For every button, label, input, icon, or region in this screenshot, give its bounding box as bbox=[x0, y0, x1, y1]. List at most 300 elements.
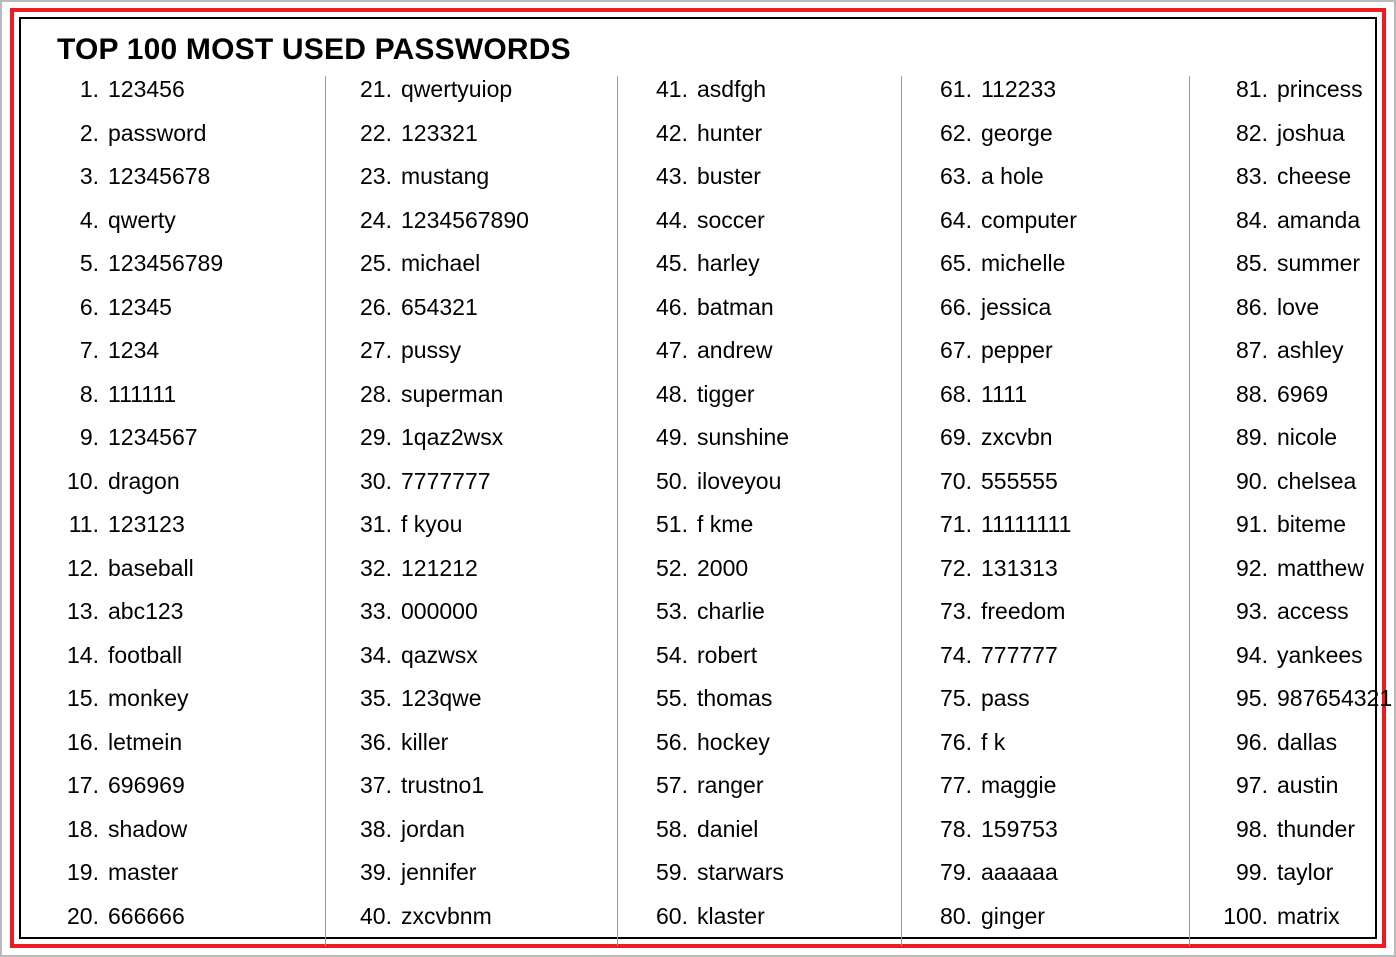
password-text: 123456 bbox=[108, 76, 185, 102]
rank-number: 88. bbox=[1236, 380, 1268, 407]
rank-number: 7. bbox=[79, 337, 99, 363]
list-item bbox=[644, 598, 901, 642]
list-item bbox=[55, 729, 325, 773]
list-item bbox=[55, 381, 325, 425]
list-item bbox=[644, 729, 901, 773]
password-text: love bbox=[1277, 293, 1320, 320]
password-text: jennifer bbox=[401, 859, 477, 885]
password-text: princess bbox=[1277, 76, 1363, 102]
rank-number: 68. bbox=[940, 380, 972, 407]
rank-number: 49. bbox=[656, 424, 688, 450]
password-text: pass bbox=[981, 685, 1030, 711]
password-text: 7777777 bbox=[401, 467, 491, 494]
list-item bbox=[1216, 424, 1385, 468]
list-item bbox=[928, 337, 1189, 381]
list-item bbox=[348, 816, 617, 860]
rank-number: 82. bbox=[1236, 119, 1268, 146]
rank-number: 78. bbox=[940, 815, 972, 842]
password-text: robert bbox=[697, 641, 758, 668]
password-text: 159753 bbox=[981, 815, 1058, 842]
password-text: iloveyou bbox=[697, 467, 782, 494]
password-text: soccer bbox=[697, 206, 765, 233]
list-item bbox=[1216, 555, 1385, 599]
rank-number: 20. bbox=[67, 902, 99, 929]
rank-number: 92. bbox=[1236, 554, 1268, 581]
rank-number: 5. bbox=[79, 250, 99, 276]
rank-number: 48. bbox=[656, 380, 688, 407]
list-item bbox=[644, 685, 901, 729]
rank-number: 95. bbox=[1236, 685, 1268, 711]
list-item bbox=[348, 859, 617, 903]
rank-number: 51. bbox=[656, 511, 688, 537]
password-text: abc123 bbox=[108, 598, 184, 624]
password-text: matrix bbox=[1277, 902, 1340, 929]
password-text: yankees bbox=[1277, 641, 1363, 668]
list-item bbox=[644, 120, 901, 164]
rank-number: 89. bbox=[1236, 424, 1268, 450]
list-item bbox=[644, 859, 901, 903]
list-item bbox=[348, 424, 617, 468]
list-item bbox=[928, 163, 1189, 207]
rank-number: 3. bbox=[79, 163, 99, 189]
rank-number: 76. bbox=[940, 728, 972, 755]
list-item bbox=[1216, 207, 1385, 251]
password-text: f kme bbox=[697, 511, 754, 537]
rank-number: 22. bbox=[360, 119, 392, 146]
password-text: 1234 bbox=[108, 337, 160, 363]
password-text: 987654321 bbox=[1277, 685, 1393, 711]
rank-number: 34. bbox=[360, 641, 392, 668]
list-item bbox=[928, 207, 1189, 251]
list-item bbox=[348, 903, 617, 947]
password-text: aaaaaa bbox=[981, 859, 1058, 885]
password-text: joshua bbox=[1277, 119, 1345, 146]
list-item bbox=[644, 511, 901, 555]
list-item bbox=[928, 772, 1189, 816]
password-text: football bbox=[108, 641, 183, 668]
rank-number: 17. bbox=[67, 772, 99, 798]
password-text: killer bbox=[401, 728, 449, 755]
rank-number: 77. bbox=[940, 772, 972, 798]
rank-number: 70. bbox=[940, 467, 972, 494]
rank-number: 18. bbox=[67, 815, 99, 842]
list-item bbox=[1216, 729, 1385, 773]
password-text: master bbox=[108, 859, 179, 885]
password-text: 111111 bbox=[108, 380, 177, 407]
rank-number: 27. bbox=[360, 337, 392, 363]
list-item bbox=[348, 729, 617, 773]
rank-number: 35. bbox=[360, 685, 392, 711]
password-text: mustang bbox=[401, 163, 490, 189]
list-item bbox=[348, 555, 617, 599]
list-item bbox=[1216, 381, 1385, 425]
list-item bbox=[348, 207, 617, 251]
password-text: amanda bbox=[1277, 206, 1361, 233]
password-text: klaster bbox=[697, 902, 765, 929]
rank-number: 66. bbox=[940, 293, 972, 320]
rank-number: 24. bbox=[360, 206, 392, 233]
rank-number: 85. bbox=[1236, 250, 1268, 276]
password-text: hunter bbox=[697, 119, 763, 146]
list-item bbox=[348, 685, 617, 729]
list-item bbox=[1216, 163, 1385, 207]
rank-number: 29. bbox=[360, 424, 392, 450]
rank-number: 90. bbox=[1236, 467, 1268, 494]
list-item bbox=[928, 685, 1189, 729]
list-item bbox=[55, 685, 325, 729]
rank-number: 98. bbox=[1236, 815, 1268, 842]
password-text: maggie bbox=[981, 772, 1057, 798]
password-column-5 bbox=[1189, 76, 1393, 946]
password-text: freedom bbox=[981, 598, 1066, 624]
password-text: access bbox=[1277, 598, 1349, 624]
password-text: superman bbox=[401, 380, 504, 407]
password-text: baseball bbox=[108, 554, 194, 581]
rank-number: 2. bbox=[79, 119, 99, 146]
rank-number: 50. bbox=[656, 467, 688, 494]
list-item bbox=[55, 772, 325, 816]
password-text: computer bbox=[981, 206, 1077, 233]
red-border bbox=[10, 8, 1393, 948]
list-item bbox=[1216, 859, 1385, 903]
rank-number: 43. bbox=[656, 163, 688, 189]
rank-number: 96. bbox=[1236, 728, 1268, 755]
list-item bbox=[348, 337, 617, 381]
rank-number: 25. bbox=[360, 250, 392, 276]
rank-number: 79. bbox=[940, 859, 972, 885]
password-text: harley bbox=[697, 250, 760, 276]
password-column-3 bbox=[617, 76, 901, 946]
password-text: dallas bbox=[1277, 728, 1338, 755]
list-item bbox=[928, 511, 1189, 555]
list-item bbox=[644, 163, 901, 207]
password-text: biteme bbox=[1277, 511, 1347, 537]
rank-number: 37. bbox=[360, 772, 392, 798]
list-item bbox=[644, 772, 901, 816]
password-text: 2000 bbox=[697, 554, 749, 581]
password-text: batman bbox=[697, 293, 774, 320]
password-text: 696969 bbox=[108, 772, 185, 798]
list-item bbox=[348, 598, 617, 642]
rank-number: 39. bbox=[360, 859, 392, 885]
list-item bbox=[928, 555, 1189, 599]
list-item bbox=[644, 250, 901, 294]
list-item bbox=[55, 859, 325, 903]
rank-number: 4. bbox=[79, 206, 99, 233]
password-text: 000000 bbox=[401, 598, 478, 624]
list-item bbox=[644, 337, 901, 381]
password-text: summer bbox=[1277, 250, 1361, 276]
rank-number: 33. bbox=[360, 598, 392, 624]
password-text: letmein bbox=[108, 728, 183, 755]
rank-number: 8. bbox=[79, 380, 99, 407]
rank-number: 64. bbox=[940, 206, 972, 233]
rank-number: 59. bbox=[656, 859, 688, 885]
list-item bbox=[55, 294, 325, 338]
page-title: TOP 100 MOST USED PASSWORDS bbox=[57, 33, 571, 66]
rank-number: 47. bbox=[656, 337, 688, 363]
password-text: 12345678 bbox=[108, 163, 211, 189]
list-item bbox=[1216, 772, 1385, 816]
list-item bbox=[55, 598, 325, 642]
rank-number: 69. bbox=[940, 424, 972, 450]
rank-number: 94. bbox=[1236, 641, 1268, 668]
list-item bbox=[348, 294, 617, 338]
rank-number: 32. bbox=[360, 554, 392, 581]
rank-number: 73. bbox=[940, 598, 972, 624]
rank-number: 28. bbox=[360, 380, 392, 407]
password-text: ranger bbox=[697, 772, 764, 798]
rank-number: 21. bbox=[360, 76, 392, 102]
password-text: starwars bbox=[697, 859, 784, 885]
list-item bbox=[644, 207, 901, 251]
list-item bbox=[55, 250, 325, 294]
rank-number: 80. bbox=[940, 902, 972, 929]
rank-number: 52. bbox=[656, 554, 688, 581]
password-text: 121212 bbox=[401, 554, 478, 581]
password-text: jordan bbox=[401, 815, 465, 842]
password-text: chelsea bbox=[1277, 467, 1357, 494]
list-item bbox=[55, 76, 325, 120]
password-text: asdfgh bbox=[697, 76, 767, 102]
list-item bbox=[928, 294, 1189, 338]
list-item bbox=[348, 642, 617, 686]
password-text: pepper bbox=[981, 337, 1053, 363]
list-item bbox=[928, 816, 1189, 860]
black-border bbox=[19, 17, 1393, 939]
password-text: 131313 bbox=[981, 554, 1058, 581]
rank-number: 57. bbox=[656, 772, 688, 798]
rank-number: 97. bbox=[1236, 772, 1268, 798]
rank-number: 38. bbox=[360, 815, 392, 842]
rank-number: 40. bbox=[360, 902, 392, 929]
password-text: 123321 bbox=[401, 119, 478, 146]
list-item bbox=[348, 511, 617, 555]
password-text: f kyou bbox=[401, 511, 463, 537]
password-text: austin bbox=[1277, 772, 1339, 798]
rank-number: 36. bbox=[360, 728, 392, 755]
list-item bbox=[55, 468, 325, 512]
password-column-2 bbox=[325, 76, 617, 946]
password-text: charlie bbox=[697, 598, 765, 624]
password-text: shadow bbox=[108, 815, 188, 842]
list-item bbox=[644, 642, 901, 686]
password-text: 123qwe bbox=[401, 685, 482, 711]
list-item bbox=[928, 598, 1189, 642]
rank-number: 99. bbox=[1236, 859, 1268, 885]
password-text: tigger bbox=[697, 380, 755, 407]
rank-number: 44. bbox=[656, 206, 688, 233]
rank-number: 10. bbox=[67, 467, 99, 494]
password-text: 12345 bbox=[108, 293, 172, 320]
list-item bbox=[1216, 642, 1385, 686]
list-item bbox=[644, 294, 901, 338]
password-text: 11111111 bbox=[981, 511, 1072, 537]
rank-number: 56. bbox=[656, 728, 688, 755]
rank-number: 46. bbox=[656, 293, 688, 320]
rank-number: 100. bbox=[1223, 902, 1268, 929]
list-item bbox=[1216, 337, 1385, 381]
password-text: 1111 bbox=[981, 380, 1028, 407]
password-text: 123456789 bbox=[108, 250, 224, 276]
list-item bbox=[644, 424, 901, 468]
rank-number: 16. bbox=[67, 728, 99, 755]
rank-number: 81. bbox=[1236, 76, 1268, 102]
list-item bbox=[928, 859, 1189, 903]
list-item bbox=[1216, 250, 1385, 294]
rank-number: 9. bbox=[79, 424, 99, 450]
password-text: andrew bbox=[697, 337, 773, 363]
rank-number: 60. bbox=[656, 902, 688, 929]
password-column-4 bbox=[901, 76, 1189, 946]
password-column-1 bbox=[49, 76, 325, 946]
password-text: qazwsx bbox=[401, 641, 478, 668]
password-text: qwertyuiop bbox=[401, 76, 513, 102]
list-item bbox=[55, 511, 325, 555]
password-text: monkey bbox=[108, 685, 189, 711]
password-text: 1234567 bbox=[108, 424, 198, 450]
poster-content bbox=[21, 19, 1393, 937]
list-item bbox=[55, 903, 325, 947]
rank-number: 41. bbox=[656, 76, 688, 102]
password-text: matthew bbox=[1277, 554, 1364, 581]
password-text: pussy bbox=[401, 337, 462, 363]
list-item bbox=[644, 816, 901, 860]
password-text: 1qaz2wsx bbox=[401, 424, 504, 450]
list-item bbox=[644, 903, 901, 947]
list-item bbox=[348, 76, 617, 120]
password-text: dragon bbox=[108, 467, 180, 494]
list-item bbox=[928, 381, 1189, 425]
list-item bbox=[928, 76, 1189, 120]
list-item bbox=[928, 729, 1189, 773]
password-text: thomas bbox=[697, 685, 773, 711]
list-item bbox=[55, 555, 325, 599]
rank-number: 87. bbox=[1236, 337, 1268, 363]
rank-number: 83. bbox=[1236, 163, 1268, 189]
password-text: f k bbox=[981, 728, 1006, 755]
rank-number: 19. bbox=[67, 859, 99, 885]
list-item bbox=[348, 120, 617, 164]
rank-number: 26. bbox=[360, 293, 392, 320]
rank-number: 30. bbox=[360, 467, 392, 494]
list-item bbox=[644, 76, 901, 120]
rank-number: 61. bbox=[940, 76, 972, 102]
password-text: hockey bbox=[697, 728, 770, 755]
password-text: thunder bbox=[1277, 815, 1356, 842]
list-item bbox=[348, 250, 617, 294]
password-text: zxcvbnm bbox=[401, 902, 492, 929]
password-text: zxcvbn bbox=[981, 424, 1053, 450]
list-item bbox=[55, 424, 325, 468]
password-columns bbox=[49, 76, 1393, 946]
rank-number: 54. bbox=[656, 641, 688, 668]
list-item bbox=[55, 816, 325, 860]
rank-number: 23. bbox=[360, 163, 392, 189]
rank-number: 84. bbox=[1236, 206, 1268, 233]
password-text: 654321 bbox=[401, 293, 478, 320]
list-item bbox=[1216, 511, 1385, 555]
list-item bbox=[644, 555, 901, 599]
list-item bbox=[55, 163, 325, 207]
rank-number: 72. bbox=[940, 554, 972, 581]
password-text: taylor bbox=[1277, 859, 1334, 885]
password-text: ashley bbox=[1277, 337, 1344, 363]
list-item bbox=[55, 642, 325, 686]
password-text: jessica bbox=[981, 293, 1052, 320]
list-item bbox=[928, 468, 1189, 512]
password-text: qwerty bbox=[108, 206, 176, 233]
list-item bbox=[1216, 468, 1385, 512]
password-text: password bbox=[108, 119, 207, 146]
rank-number: 14. bbox=[67, 641, 99, 668]
rank-number: 55. bbox=[656, 685, 688, 711]
password-text: cheese bbox=[1277, 163, 1352, 189]
rank-number: 91. bbox=[1236, 511, 1268, 537]
list-item bbox=[1216, 120, 1385, 164]
password-text: 1234567890 bbox=[401, 206, 529, 233]
rank-number: 1. bbox=[79, 76, 99, 102]
password-text: 555555 bbox=[981, 467, 1058, 494]
list-item bbox=[55, 207, 325, 251]
rank-number: 65. bbox=[940, 250, 972, 276]
rank-number: 75. bbox=[940, 685, 972, 711]
list-item bbox=[1216, 903, 1385, 947]
rank-number: 71. bbox=[940, 511, 972, 537]
rank-number: 12. bbox=[67, 554, 99, 581]
password-text: ginger bbox=[981, 902, 1045, 929]
rank-number: 93. bbox=[1236, 598, 1268, 624]
list-item bbox=[1216, 76, 1385, 120]
rank-number: 74. bbox=[940, 641, 972, 668]
password-text: a hole bbox=[981, 163, 1044, 189]
list-item bbox=[928, 642, 1189, 686]
password-text: trustno1 bbox=[401, 772, 485, 798]
rank-number: 63. bbox=[940, 163, 972, 189]
list-item bbox=[348, 772, 617, 816]
rank-number: 86. bbox=[1236, 293, 1268, 320]
list-item bbox=[928, 250, 1189, 294]
password-text: 123123 bbox=[108, 511, 185, 537]
list-item bbox=[928, 903, 1189, 947]
rank-number: 11. bbox=[68, 511, 99, 537]
password-text: 666666 bbox=[108, 902, 185, 929]
password-text: buster bbox=[697, 163, 761, 189]
list-item bbox=[1216, 816, 1385, 860]
rank-number: 58. bbox=[656, 815, 688, 842]
password-text: michelle bbox=[981, 250, 1066, 276]
list-item bbox=[928, 120, 1189, 164]
rank-number: 31. bbox=[360, 511, 392, 537]
list-item bbox=[644, 468, 901, 512]
rank-number: 67. bbox=[940, 337, 972, 363]
password-text: 112233 bbox=[981, 76, 1057, 102]
password-text: sunshine bbox=[697, 424, 790, 450]
list-item bbox=[928, 424, 1189, 468]
list-item bbox=[644, 381, 901, 425]
password-text: george bbox=[981, 119, 1053, 146]
password-text: daniel bbox=[697, 815, 759, 842]
password-text: michael bbox=[401, 250, 481, 276]
rank-number: 13. bbox=[67, 598, 99, 624]
password-text: 777777 bbox=[981, 641, 1058, 668]
list-item bbox=[1216, 598, 1385, 642]
rank-number: 15. bbox=[67, 685, 99, 711]
rank-number: 62. bbox=[940, 119, 972, 146]
password-text: 6969 bbox=[1277, 380, 1329, 407]
list-item bbox=[348, 163, 617, 207]
rank-number: 45. bbox=[656, 250, 688, 276]
